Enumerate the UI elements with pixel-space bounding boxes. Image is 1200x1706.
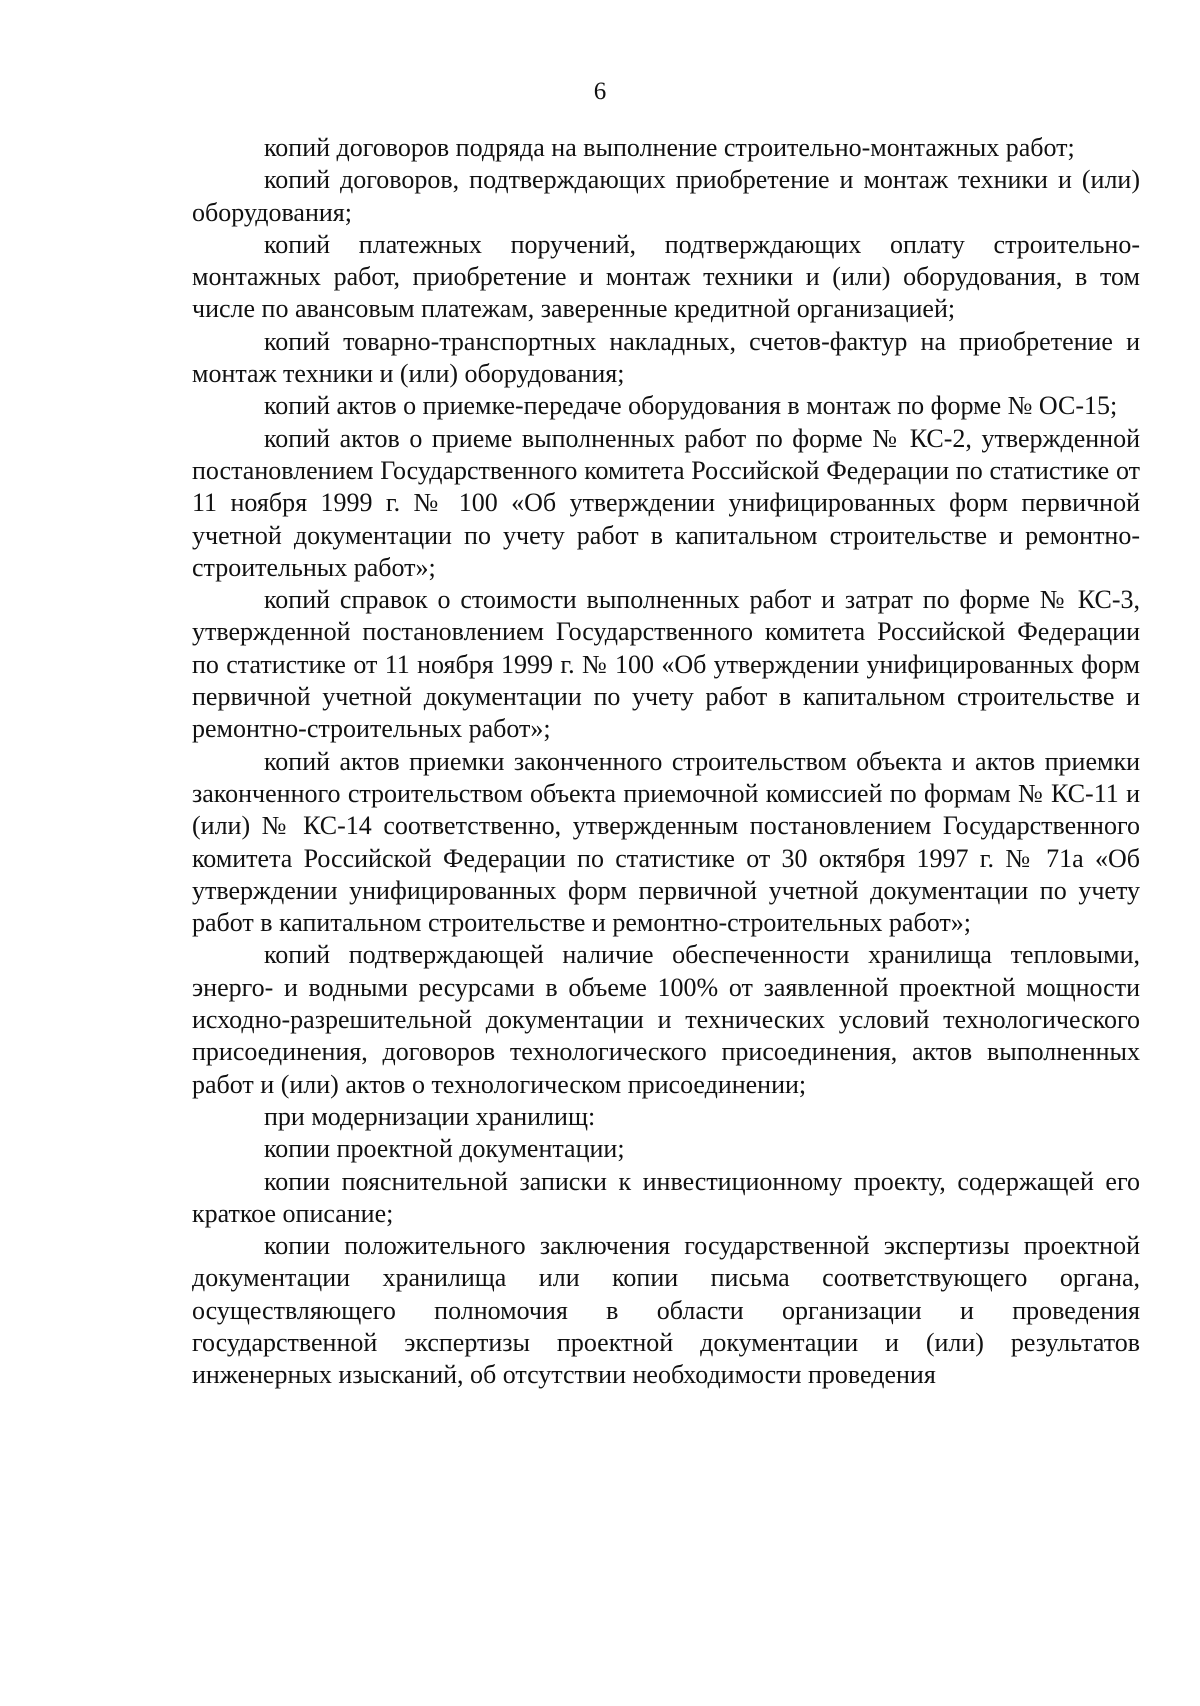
- paragraph-ks3: копий справок о стоимости выполненных работ и затрат по форме № КС-3, утвержденной постановлением Государственного комитета Российской Федерации по статистике от 11 ноября 1999 г. № 100 «Об утверждении унифицированных форм первичной учетной документации по учету работ в капитальном строительстве и ремонтно-строительных работ»;: [192, 585, 1140, 744]
- paragraph-ks11-ks14: копий актов приемки законченного строительством объекта и актов приемки законченного строительством объекта приемочной комиссией по формам № КС-11 и (или) № КС-14 соответственно, утвержденным постановлением Государственного комитета Российской Федерации по статистике от 30 октября 1997 г. № 71а «Об утверждении унифицированных форм первичной учетной документации по учету работ в капитальном строительстве и ремонтно-строительных работ»;: [192, 746, 1140, 938]
- page-number: 6: [593, 78, 607, 105]
- document-body: [192, 132, 1140, 1392]
- paragraph-project-docs: копии проектной документации;: [264, 1134, 625, 1164]
- paragraph-contracts: копий договоров подряда на выполнение строительно-монтажных работ;: [264, 133, 1075, 162]
- paragraph-explanatory-note: копии пояснительной записки к инвестиционному проекту, содержащей его краткое описание;: [192, 1166, 1140, 1228]
- paragraph-waybills: копий товарно-транспортных накладных, счетов-фактур на приобретение и монтаж техники и (или) оборудования;: [192, 326, 1140, 389]
- paragraph-resources: копий подтверждающей наличие обеспеченности хранилища тепловыми, энерго- и водными ресурсами в объеме 100% от заявленной проектной мощности исходно-разрешительной документации и технических условий технологического присоединения, договоров технологического присоединения, актов выполненных работ и (или) актов о технологическом присоединении;: [192, 940, 1140, 1099]
- paragraph-os15: копий актов о приемке-передаче оборудования в монтаж по форме № ОС-15;: [264, 391, 1118, 421]
- paragraph-expertise: копии положительного заключения государственной экспертизы проектной документации хранилища или копии письма соответствующего органа, осуществляющего полномочия в области организации и проведения государственной экспертизы проектной документации и (или) результатов инженерных изысканий, об отсутствии необходимости проведения: [192, 1231, 1140, 1390]
- paragraph-payment-orders: копий платежных поручений, подтверждающих оплату строительно-монтажных работ, приобретение и монтаж техники и (или) оборудования, в том числе по авансовым платежам, заверенные кредитной организацией;: [192, 229, 1140, 324]
- paragraph-equipment-contracts: копий договоров, подтверждающих приобретение и монтаж техники и (или) оборудования;: [192, 165, 1140, 227]
- paragraph-ks2: копий актов о приеме выполненных работ по форме № КС-2, утвержденной постановлением Государственного комитета Российской Федерации по статистике от 11 ноября 1999 г. № 100 «Об утверждении унифицированных форм первичной учетной документации по учету работ в капитальном строительстве и ремонтно-строительных работ»;: [192, 423, 1140, 582]
- paragraph-modernization: при модернизации хранилищ:: [264, 1101, 596, 1131]
